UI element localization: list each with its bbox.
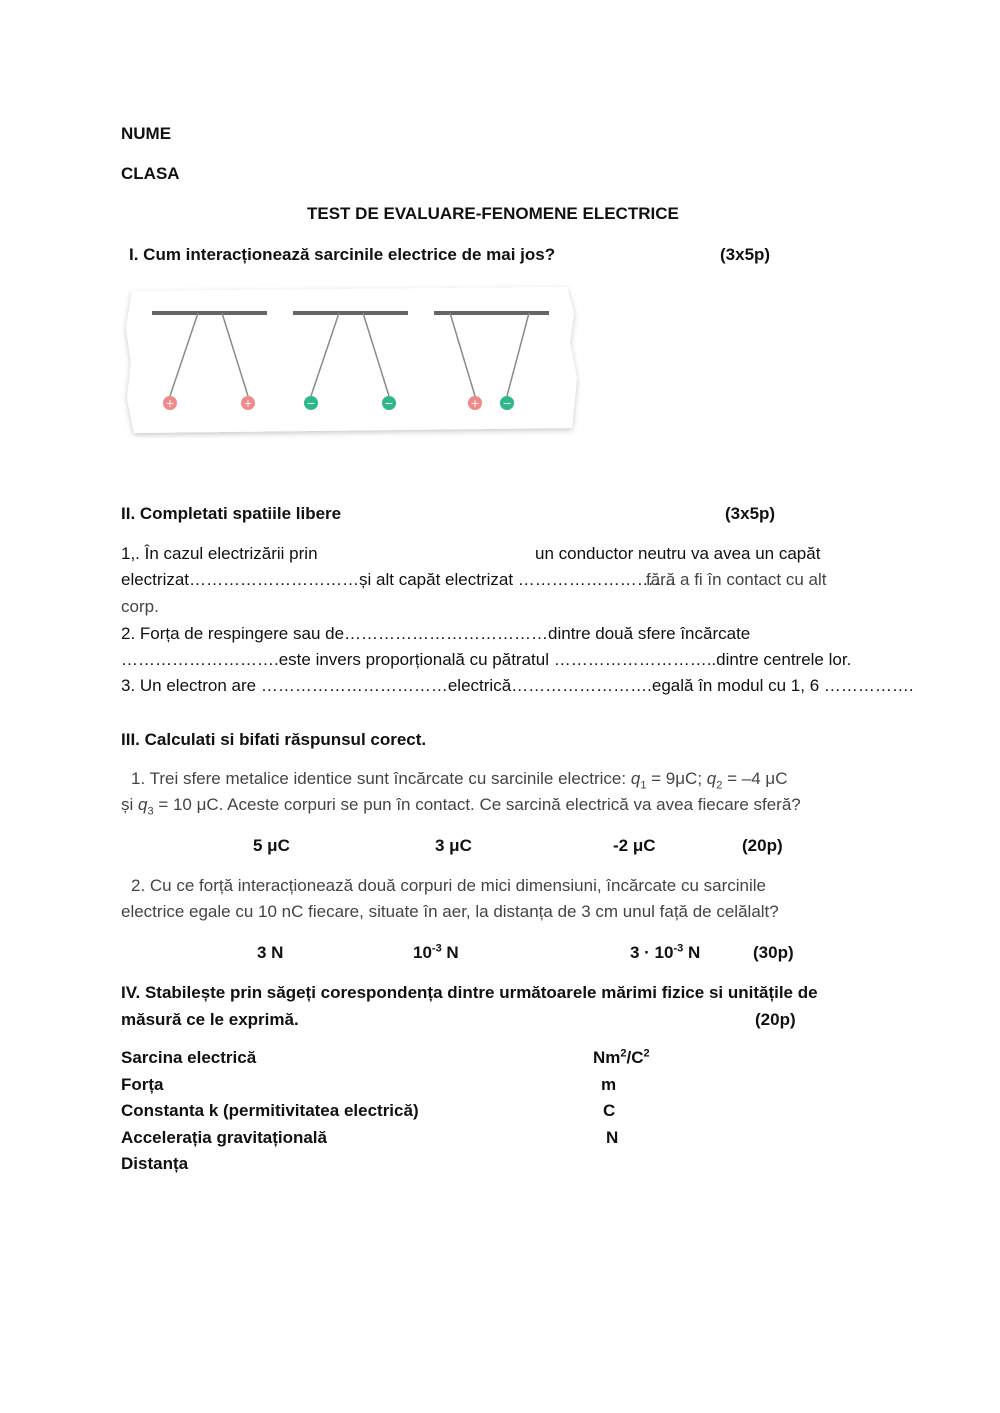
- section4-title-line2: măsură ce le exprimă.: [121, 1010, 299, 1029]
- q2-ans3-base: 3 · 10: [630, 943, 674, 962]
- q2-line-2: electrice egale cu 10 nC fiecare, situate în aer, la distanța de 3 cm unul față de celălalt?: [121, 902, 779, 921]
- section4-points: (20p): [755, 1010, 796, 1029]
- unit1-sup2: 2: [643, 1047, 650, 1060]
- q1-subscript: 1: [640, 779, 647, 792]
- unit1-b: /C: [626, 1048, 644, 1067]
- fill-line-2a: electrizat…………………………și alt capăt electrizat ……………………….: [121, 570, 676, 589]
- q1-answer-option[interactable]: 3 μC: [435, 836, 472, 855]
- unit1-a: Nm: [593, 1048, 621, 1067]
- q1-points: (20p): [742, 836, 783, 855]
- section2-title: II. Completati spatiile libere: [121, 504, 342, 523]
- q1-answer-option[interactable]: 5 μC: [253, 836, 290, 855]
- fill-line-1b: un conductor neutru va avea un capăt: [535, 544, 821, 563]
- unit-item[interactable]: N: [606, 1128, 619, 1147]
- q1-line2-b: = 10 μC. Aceste corpuri se pun în contact. Ce sarcină electrică va avea fiecare sferă?: [153, 795, 801, 814]
- q1-value: = 9μC;: [646, 769, 707, 788]
- unit1-sup1: 2: [620, 1047, 627, 1060]
- fill-line-6: 3. Un electron are ……………………………electrică…………………….egală în modul cu 1, 6 …………….: [121, 676, 914, 695]
- unit-item[interactable]: C: [603, 1101, 616, 1120]
- negative-sign: −: [502, 397, 512, 410]
- charges-figure: [122, 283, 580, 438]
- fill-line-2b: fără a fi în contact cu alt: [646, 570, 827, 589]
- q1-answer-option[interactable]: -2 μC: [613, 836, 656, 855]
- fill-line-5: ……………………….este invers proporțională cu pătratul ………………………..dintre centrele lor.: [121, 650, 852, 669]
- negative-sign: −: [384, 397, 394, 410]
- quantity-item[interactable]: Constanta k (permitivitatea electrică): [121, 1101, 419, 1120]
- q1-line2-a: și: [121, 795, 138, 814]
- q3-subscript: 3: [147, 805, 154, 818]
- q1-lead: 1. Trei sfere metalice identice sunt încărcate cu sarcinile electrice:: [131, 769, 631, 788]
- fill-line-4: 2. Forța de respingere sau de………………………………dintre două sfere încărcate: [121, 624, 751, 643]
- q2-answer-option[interactable]: 3 N: [257, 943, 284, 962]
- quantity-item[interactable]: Accelerația gravitațională: [121, 1128, 327, 1147]
- q3-symbol: q: [138, 795, 148, 814]
- section2-points: (3x5p): [725, 504, 776, 523]
- section1-question: I. Cum interacționează sarcinile electrice de mai jos?: [129, 245, 556, 264]
- positive-sign: +: [165, 397, 175, 410]
- q2-ans3-unit: N: [683, 943, 701, 962]
- negative-sign: −: [306, 397, 316, 410]
- q2-answer-option[interactable]: [413, 942, 459, 964]
- q2-points: (30p): [753, 943, 794, 962]
- q2-ans3-exponent: -3: [673, 942, 684, 955]
- name-label: NUME: [121, 124, 172, 143]
- q2-ans2-exponent: -3: [431, 942, 442, 955]
- section3-title: III. Calculati si bifati răspunsul corect.: [121, 730, 427, 749]
- section4-title-line1: IV. Stabilește prin săgeți corespondența dintre următoarele mărimi fizice si unitățile de: [121, 983, 818, 1002]
- q2-value: = –4 μC: [722, 769, 788, 788]
- fill-line-1a: 1,. În cazul electrizării prin: [121, 544, 318, 563]
- page-title: TEST DE EVALUARE-FENOMENE ELECTRICE: [307, 204, 679, 223]
- positive-sign: +: [243, 397, 253, 410]
- q1-symbol: q: [630, 769, 641, 788]
- class-label: CLASA: [121, 164, 180, 183]
- quantity-item[interactable]: Forța: [121, 1075, 164, 1094]
- fill-line-3: corp.: [121, 597, 159, 616]
- q1-line-2: [121, 794, 801, 816]
- q2-answer-option[interactable]: [630, 942, 700, 964]
- unit-item[interactable]: [593, 1047, 650, 1069]
- q2-line-1: 2. Cu ce forță interacționează două corpuri de mici dimensiuni, încărcate cu sarcinile: [131, 876, 766, 895]
- q1-line-1: [131, 768, 787, 790]
- q2-ans2-base: 10: [413, 943, 432, 962]
- unit-item[interactable]: m: [601, 1075, 617, 1094]
- q2-ans2-unit: N: [441, 943, 459, 962]
- q2-subscript: 2: [716, 779, 723, 792]
- quantity-item[interactable]: Sarcina electrică: [121, 1048, 257, 1067]
- q2-symbol: q: [706, 769, 717, 788]
- quantity-item[interactable]: Distanța: [121, 1154, 189, 1173]
- section1-points: (3x5p): [720, 245, 771, 264]
- positive-sign: +: [470, 397, 480, 410]
- figure-card: [126, 287, 577, 433]
